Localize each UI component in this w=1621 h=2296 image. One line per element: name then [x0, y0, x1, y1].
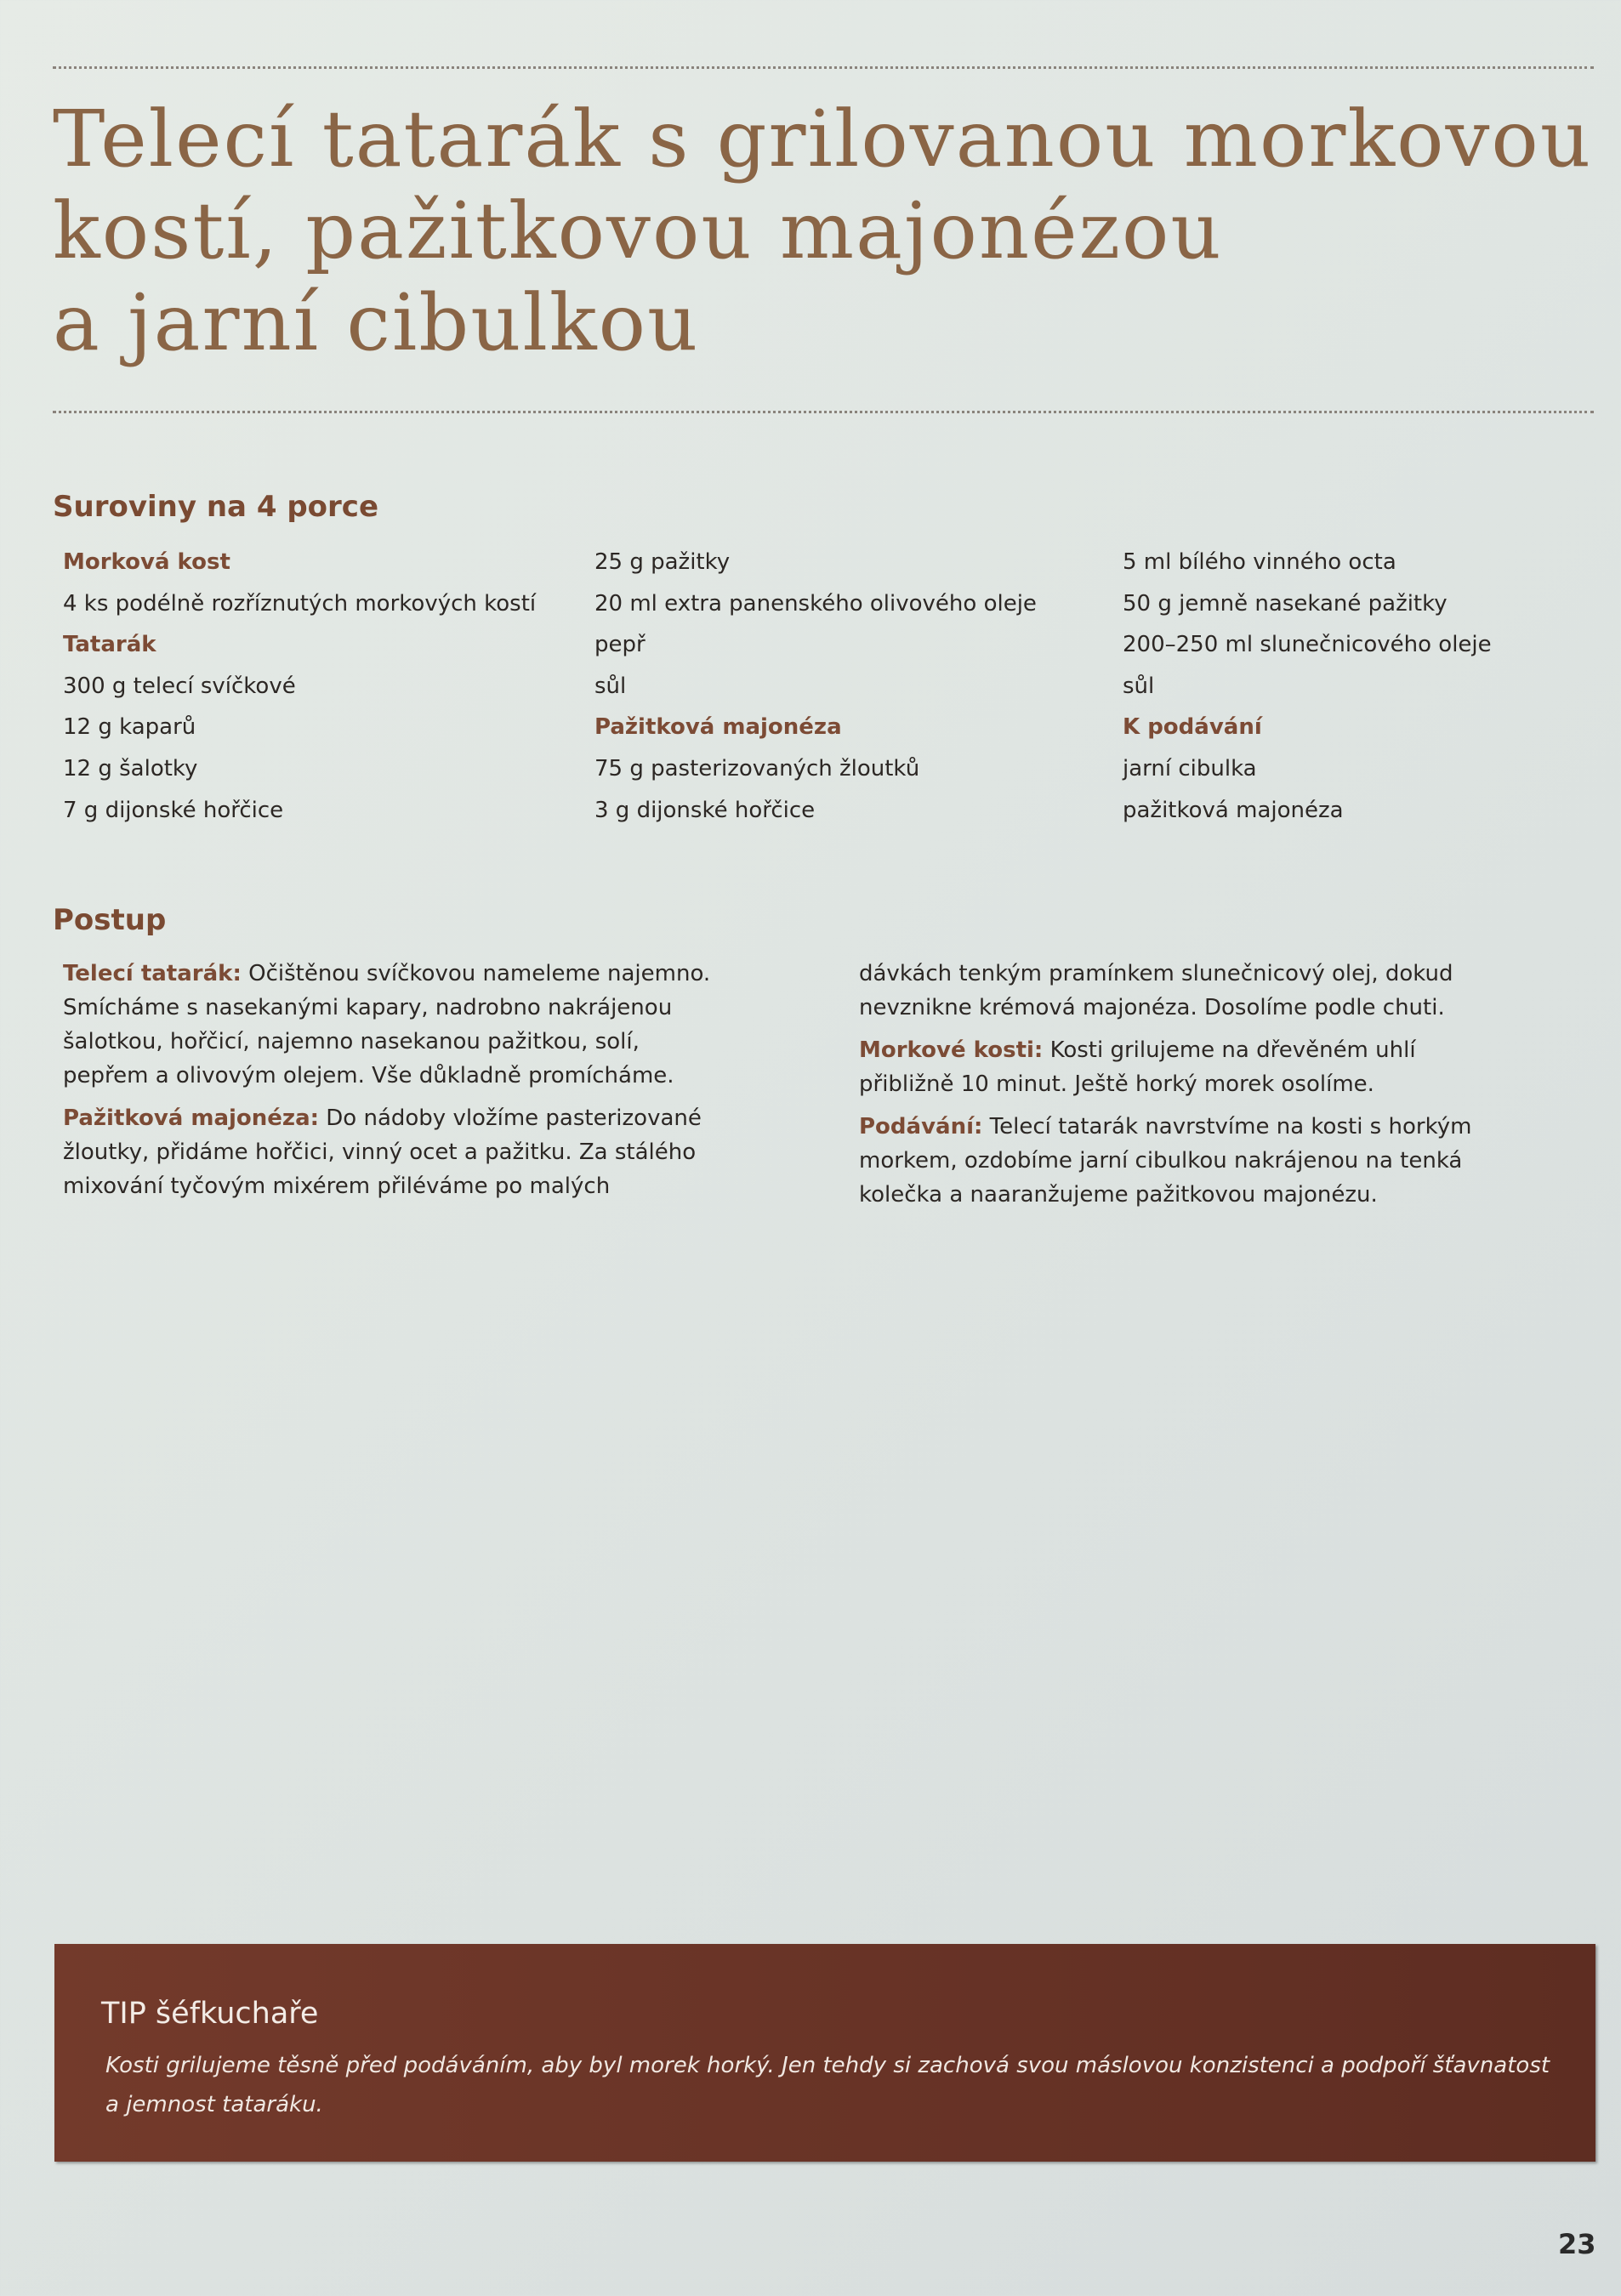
ingredient-item: 20 ml extra panenského olivového oleje [594, 590, 1037, 617]
title-dotted-divider [53, 411, 1594, 413]
ingredient-item: 3 g dijonské hořčice [594, 797, 816, 823]
procedure-column-right [859, 957, 1599, 1220]
recipe-title-line: kostí, pažitkovou majonézou [53, 185, 1223, 276]
chef-tip-text: Kosti grilujeme těsně před podáváním, aby byl morek horký. Jen tehdy si zachová svou máslovou konzistenci a podpoří šťavnatost a jemnost tataráku. [105, 2053, 1550, 2117]
ingredient-item: 50 g jemně nasekané pažitky [1123, 590, 1448, 617]
ingredient-item: sůl [594, 673, 627, 699]
ingredients-column-2 [594, 542, 1122, 831]
recipe-title-line: a jarní cibulkou [53, 277, 700, 368]
ingredient-item: 5 ml bílého vinného octa [1123, 549, 1396, 575]
ingredients-column-3 [1123, 542, 1621, 831]
ingredient-subheading: Pažitková majonéza [594, 714, 842, 741]
procedure-paragraph [63, 1101, 803, 1203]
procedure-paragraph [859, 1110, 1599, 1212]
top-dotted-divider [53, 66, 1594, 69]
procedure-step-text: Telecí tatarák navrstvíme na kosti s horkým morkem, ozdobíme jarní cibulkou nakrájenou na tenká kolečka a naaranžujeme pažitkovou majonézu. [859, 1114, 1472, 1208]
ingredient-item: 300 g telecí svíčkové [63, 673, 296, 699]
ingredient-item: 25 g pažitky [594, 549, 731, 575]
ingredient-item: 75 g pasterizovaných žloutků [594, 755, 920, 781]
chef-tip-box [54, 1944, 1595, 2162]
procedure-step-text: Kosti grilujeme na dřevěném uhlí přibližně 10 minut. Ještě horký morek osolíme. [859, 1037, 1416, 1097]
procedure-step-text: Očištěnou svíčkovou nameleme najemno. Smícháme s nasekanými kapary, nadrobno nakrájenou šalotkou, hořčicí, najemno nasekanou pažitkou, solí, pepřem a olivovým olejem. Vše důkladně promícháme. [63, 961, 711, 1088]
procedure-step-label: Pažitková majonéza: [63, 1105, 320, 1131]
ingredient-item: pažitková majonéza [1123, 797, 1344, 823]
procedure-step-text: Do nádoby vložíme pasterizované žloutky, přidáme hořčici, vinný ocet a pažitku. Za stálého mixování tyčovým mixérem přiléváme po malých [63, 1105, 702, 1199]
ingredient-item: 200–250 ml slunečnicového oleje [1123, 632, 1492, 658]
ingredient-subheading: K podávání [1123, 714, 1262, 741]
chef-tip-title: TIP šéfkuchaře [101, 1997, 319, 2031]
ingredient-item: 7 g dijonské hořčice [63, 797, 284, 823]
ingredient-subheading: Tatarák [63, 632, 156, 658]
procedure-paragraph [859, 957, 1599, 1025]
recipe-title-line: Telecí tatarák s grilovanou morkovou [53, 94, 1593, 185]
procedure-paragraph [63, 957, 803, 1093]
ingredient-item: jarní cibulka [1123, 755, 1257, 781]
ingredient-item: 12 g kaparů [63, 714, 196, 741]
procedure-step-label: Telecí tatarák: [63, 961, 242, 986]
ingredients-heading: Suroviny na 4 porce [53, 490, 378, 524]
procedure-column-left [63, 957, 803, 1212]
recipe-title [53, 94, 1593, 369]
procedure-paragraph [859, 1033, 1599, 1101]
procedure-step-label: Podávání: [859, 1114, 983, 1139]
page-number: 23 [1558, 2228, 1596, 2260]
ingredient-item: pepř [594, 632, 646, 658]
ingredient-item: 4 ks podélně rozříznutých morkových kostí [63, 590, 537, 617]
procedure-step-label: Morkové kosti: [859, 1037, 1044, 1063]
procedure-heading: Postup [53, 903, 167, 937]
ingredient-item: sůl [1123, 673, 1155, 699]
ingredients-column-1 [63, 542, 590, 831]
procedure-step-text: dávkách tenkým pramínkem slunečnicový olej, dokud nevznikne krémová majonéza. Dosolíme podle chuti. [859, 961, 1453, 1020]
ingredient-item: 12 g šalotky [63, 755, 198, 781]
ingredient-subheading: Morková kost [63, 549, 230, 575]
